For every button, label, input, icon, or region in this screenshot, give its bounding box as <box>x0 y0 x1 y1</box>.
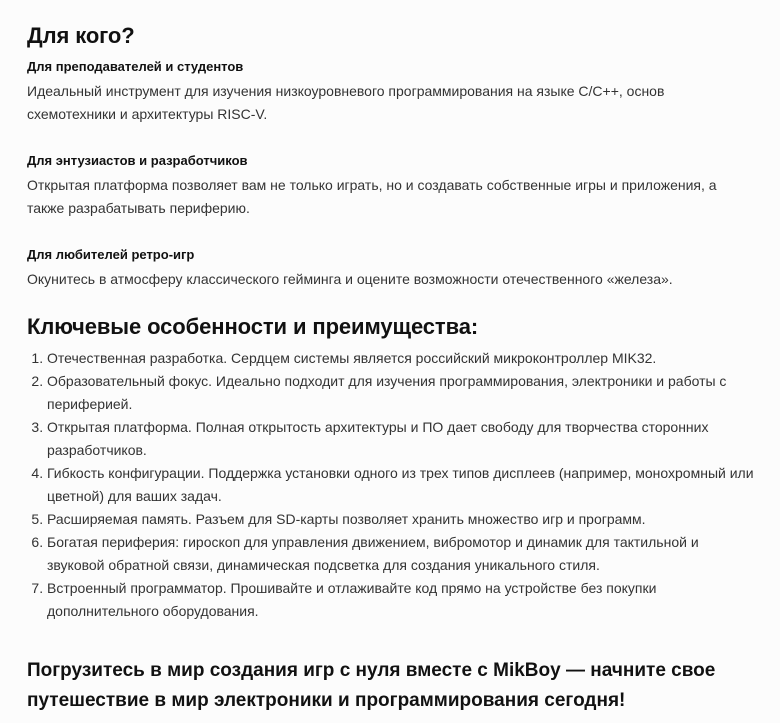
closing-call-to-action: Погрузитесь в мир создания игр с нуля вместе с MikBoy — начните свое путешествие в мир электроники и программирования сегодня! <box>27 660 716 711</box>
audience-text-teachers: Идеальный инструмент для изучения низкоуровневого программирования на языке C/C++, основ схемотехники и архитектуры RISC-V. <box>27 83 665 122</box>
feature-item: 6. Богатая периферия: гироскоп для управления движением, вибромотор и динамик для тактильной и звуковой обратной связи, динамическая подсветка для создания уникального стиля. <box>47 531 756 577</box>
feature-item: 5. Расширяемая память. Разъем для SD-карты позволяет хранить множество игр и программ. <box>47 508 756 531</box>
features-list <box>27 347 756 623</box>
features-heading: Ключевые особенности и преимущества: <box>27 314 479 339</box>
feature-item: 7. Встроенный программатор. Прошивайте и отлаживайте код прямо на устройстве без покупки дополнительного оборудования. <box>47 577 756 623</box>
feature-item: 2. Образовательный фокус. Идеально подходит для изучения программирования, электроники и работы с периферией. <box>47 370 756 416</box>
audience-text-enthusiasts: Открытая платформа позволяет вам не только играть, но и создавать собственные игры и приложения, а также разрабатывать периферию. <box>27 177 717 216</box>
for-whom-heading: Для кого? <box>27 23 135 48</box>
feature-item: 3. Открытая платформа. Полная открытость архитектуры и ПО дает свободу для творчества сторонних разработчиков. <box>47 416 756 462</box>
feature-item: 4. Гибкость конфигурации. Поддержка установки одного из трех типов дисплеев (например, монохромный или цветной) для ваших задач. <box>47 462 756 508</box>
audience-title-teachers: Для преподавателей и студентов <box>27 59 244 74</box>
audience-title-enthusiasts: Для энтузиастов и разработчиков <box>27 153 248 168</box>
audience-text-retro: Окунитесь в атмосферу классического гейминга и оцените возможности отечественного «железа». <box>27 271 673 287</box>
audience-block-retro <box>27 245 756 291</box>
audience-title-retro: Для любителей ретро-игр <box>27 247 195 262</box>
audience-block-enthusiasts <box>27 151 756 220</box>
audience-block-teachers <box>27 57 756 126</box>
feature-item: 1. Отечественная разработка. Сердцем системы является российский микроконтроллер MIK32. <box>47 347 756 370</box>
